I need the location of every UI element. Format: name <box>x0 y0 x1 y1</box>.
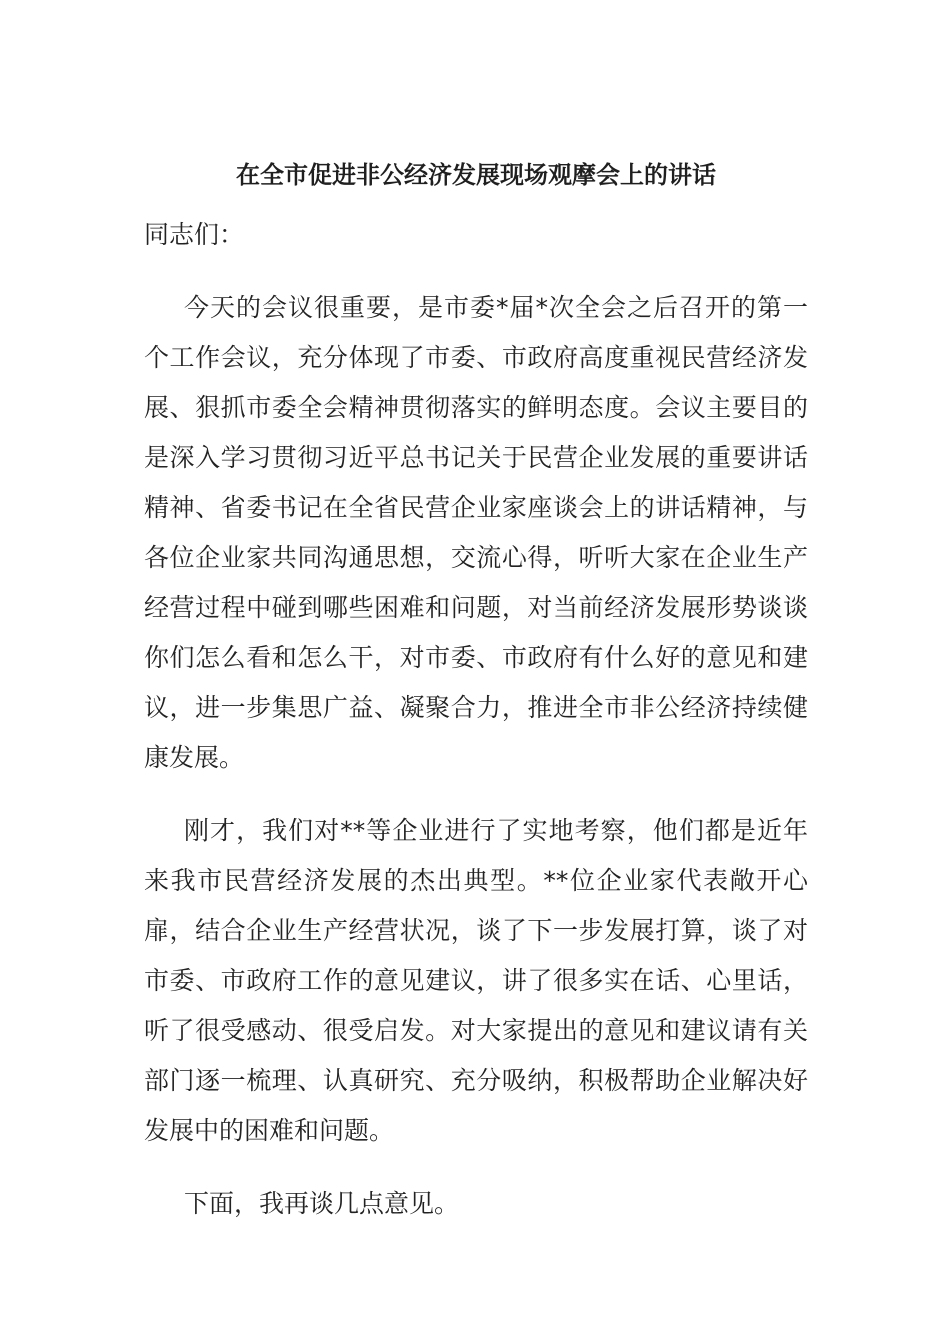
document-title: 在全市促进非公经济发展现场观摩会上的讲话 <box>236 161 716 189</box>
document-body <box>144 150 808 1229</box>
paragraph-inspection: 刚才，我们对**等企业进行了实地考察，他们都是近年来我市民营经济发展的杰出典型。**位企业家代表敞开心扉，结合企业生产经营状况，谈了下一步发展打算，谈了对市委、市政府工作的意见建议，讲了很多实在话、心里话，听了很受感动、很受启发。对大家提出的意见和建议请有关部门逐一梳理、认真研究、充分吸纳，积极帮助企业解决好发展中的困难和问题。 <box>144 816 808 1145</box>
paragraph-opening: 今天的会议很重要，是市委*届*次全会之后召开的第一个工作会议，充分体现了市委、市政府高度重视民营经济发展、狠抓市委全会精神贯彻落实的鲜明态度。会议主要目的是深入学习贯彻习近平总书记关于民营企业发展的重要讲话精神、省委书记在全省民营企业家座谈会上的讲话精神，与各位企业家共同沟通思想，交流心得，听听大家在企业生产经营过程中碰到哪些困难和问题，对当前经济发展形势谈谈你们怎么看和怎么干，对市委、市政府有什么好的意见和建议，进一步集思广益、凝聚合力，推进全市非公经济持续健康发展。 <box>144 293 808 772</box>
paragraph-transition: 下面，我再谈几点意见。 <box>184 1189 460 1218</box>
salutation: 同志们： <box>144 220 245 249</box>
